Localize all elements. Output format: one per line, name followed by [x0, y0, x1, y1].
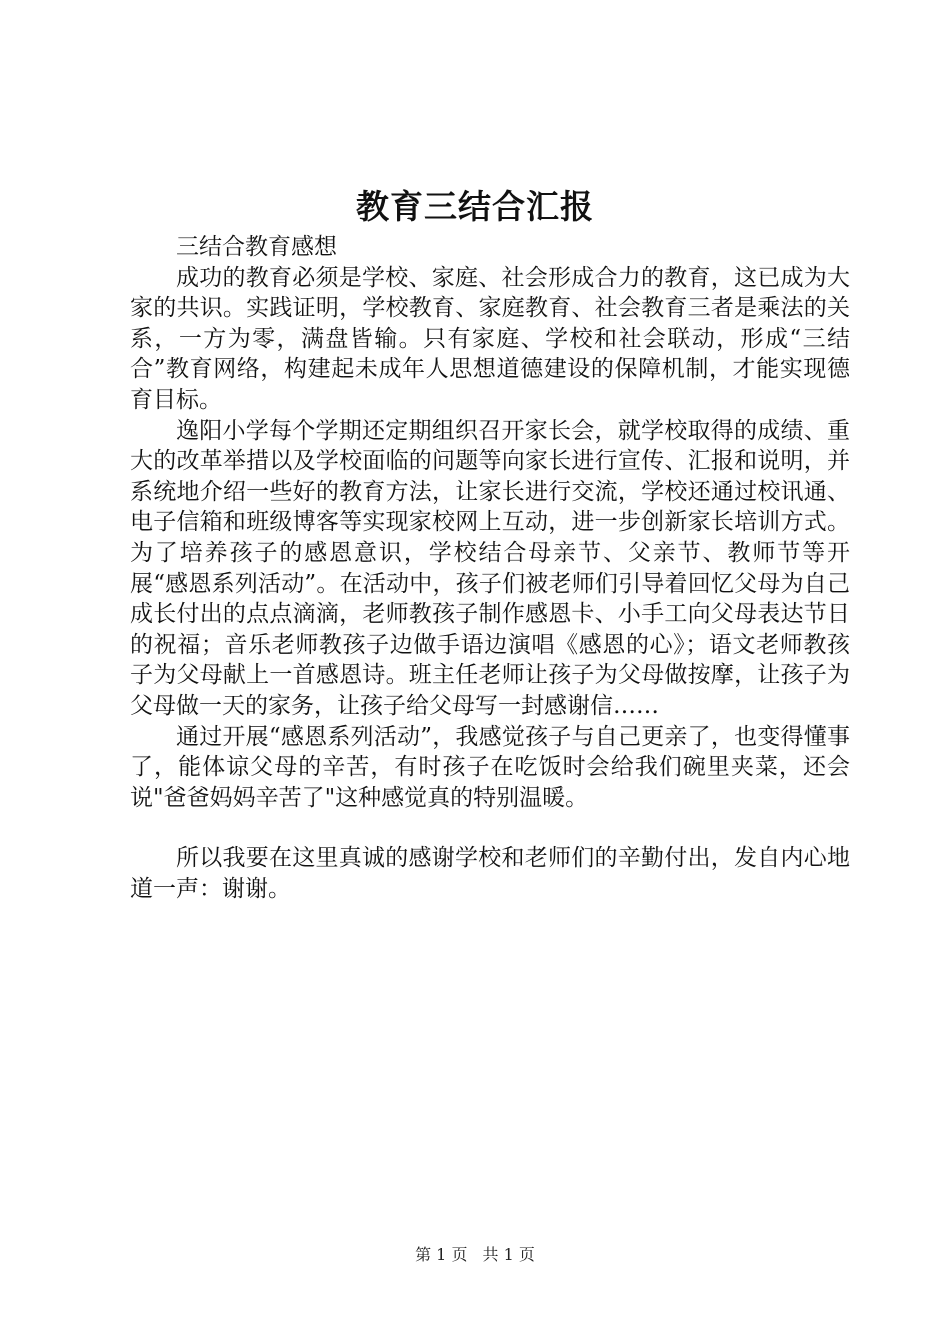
document-body [130, 232, 850, 904]
document-title: 教育三结合汇报 [356, 187, 594, 226]
paragraph-spacer [130, 813, 850, 843]
page-total: 共 1 页 [482, 1245, 535, 1264]
paragraph-1: 成功的教育必须是学校、家庭、社会形成合力的教育，这已成为大家的共识。实践证明，学校教育、家庭教育、社会教育三者是乘法的关系，一方为零，满盘皆输。只有家庭、学校和社会联动，形成“三结合”教育网络，构建起未成年人思想道德建设的保障机制，才能实现德育目标。 [130, 264, 850, 413]
paragraph-2: 逸阳小学每个学期还定期组织召开家长会，就学校取得的成绩、重大的改革举措以及学校面临的问题等向家长进行宣传、汇报和说明，并系统地介绍一些好的教育方法，让家长进行交流，学校还通过校讯通、电子信箱和班级博客等实现家校网上互动，进一步创新家长培训方式。为了培养孩子的感恩意识，学校结合母亲节、父亲节、教师节等开展“感恩系列活动”。在活动中，孩子们被老师们引导着回忆父母为自己成长付出的点点滴滴，老师教孩子制作感恩卡、小手工向父母表达节日的祝福；音乐老师教孩子边做手语边演唱《感恩的心》；语文老师教孩子为父母献上一首感恩诗。班主任老师让孩子为父母做按摩，让孩子为父母做一天的家务，让孩子给父母写一封感谢信…… [130, 417, 850, 719]
page-footer [0, 1244, 950, 1266]
page-number: 第 1 页 [415, 1245, 468, 1264]
document-subtitle: 三结合教育感想 [176, 234, 337, 260]
paragraph-3: 通过开展“感恩系列活动”，我感觉孩子与自己更亲了，也变得懂事了，能体谅父母的辛苦，有时孩子在吃饭时会给我们碗里夹菜，还会说"爸爸妈妈辛苦了"这种感觉真的特别温暖。 [130, 723, 850, 811]
paragraph-4: 所以我要在这里真诚的感谢学校和老师们的辛勤付出，发自内心地道一声：谢谢。 [130, 845, 850, 902]
